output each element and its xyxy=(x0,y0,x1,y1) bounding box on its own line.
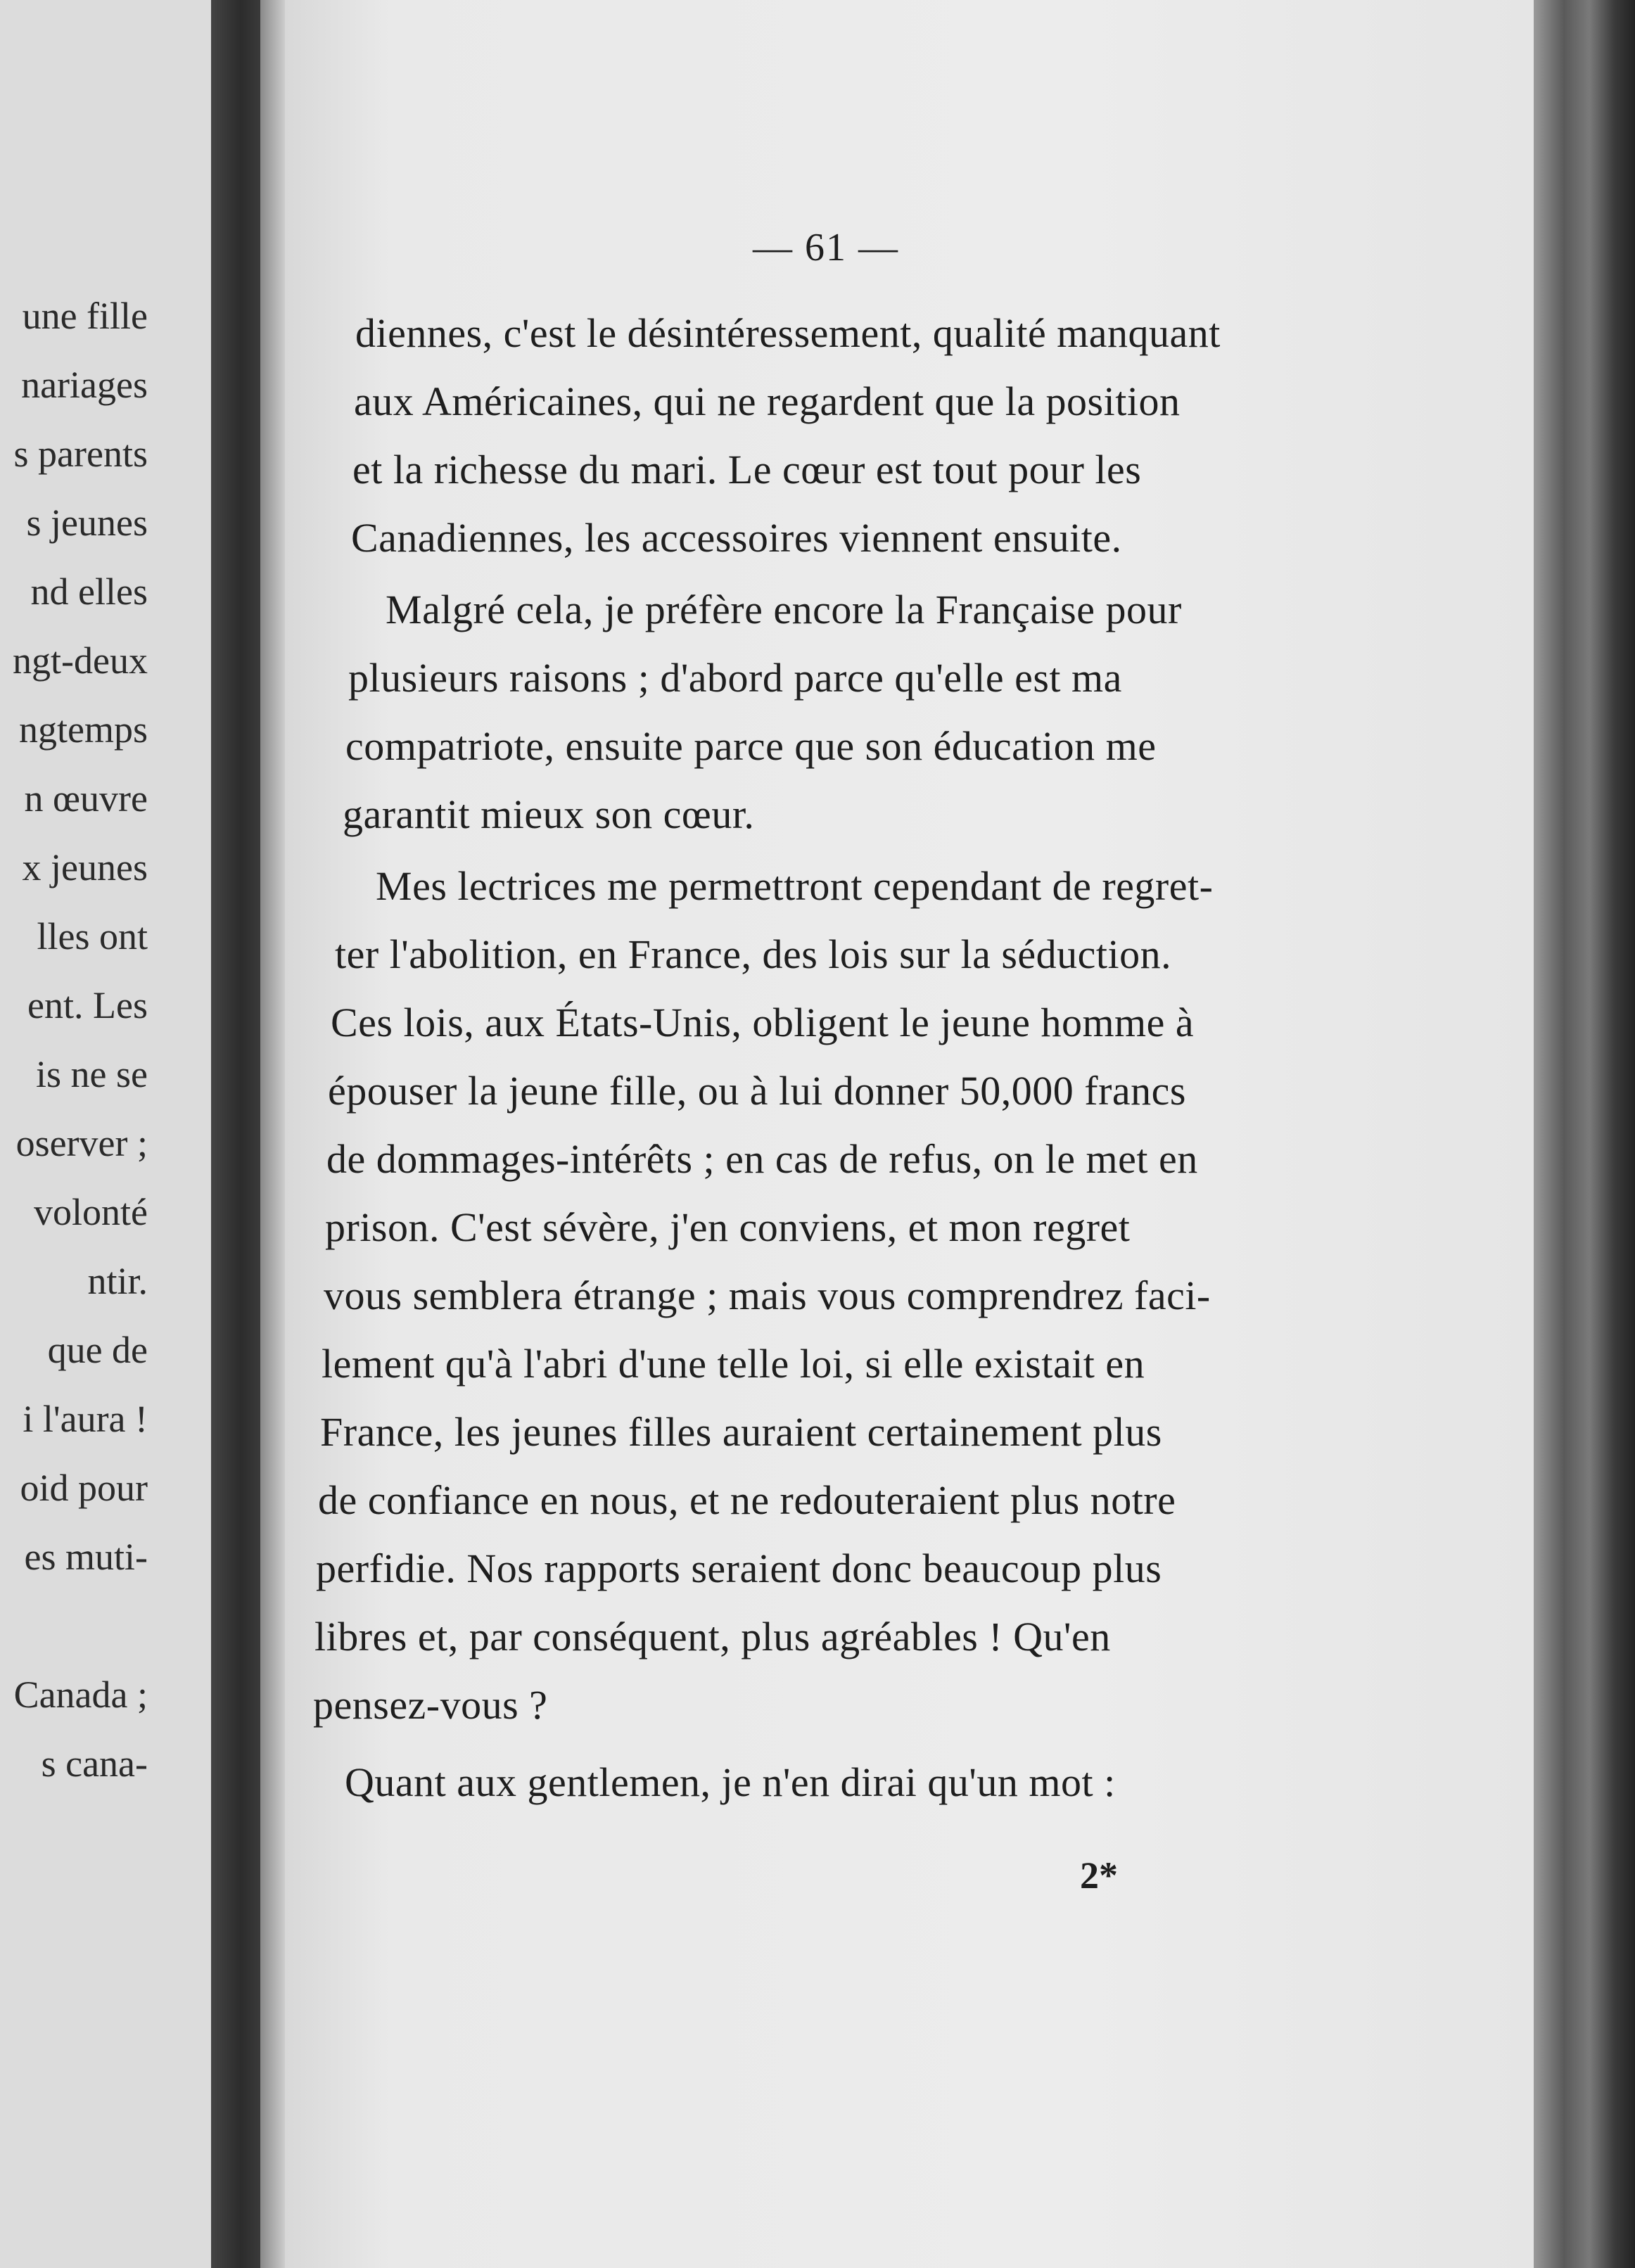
left-line: es muti- xyxy=(24,1536,148,1578)
text-line: pensez-vous ? xyxy=(313,1682,548,1728)
left-line: que de xyxy=(47,1329,148,1371)
left-line: oid pour xyxy=(20,1467,148,1509)
left-line: nd elles xyxy=(30,571,148,613)
left-line: ntir. xyxy=(87,1260,148,1302)
text-line: libres et, par conséquent, plus agréables ! Qu'en xyxy=(314,1614,1111,1659)
left-line: x jeunes xyxy=(22,846,148,888)
left-line: oserver ; xyxy=(15,1122,148,1164)
text-line: plusieurs raisons ; d'abord parce qu'elle est ma xyxy=(348,655,1122,701)
left-line: lles ont xyxy=(37,915,148,957)
text-line: épouser la jeune fille, ou à lui donner 50,000 francs xyxy=(328,1068,1186,1114)
text-line: Canadiennes, les accessoires viennent ensuite. xyxy=(351,515,1122,561)
left-line: s parents xyxy=(13,433,148,475)
text-line: Quant aux gentlemen, je n'en dirai qu'un mot : xyxy=(345,1759,1116,1805)
left-line: nariages xyxy=(21,364,148,406)
text-line: lement qu'à l'abri d'une telle loi, si elle existait en xyxy=(322,1341,1145,1387)
left-line: i l'aura ! xyxy=(23,1398,148,1440)
text-line: diennes, c'est le désintéressement, qualité manquant xyxy=(355,310,1221,356)
text-line: perfidie. Nos rapports seraient donc beaucoup plus xyxy=(316,1546,1162,1591)
page-number: — 61 — xyxy=(753,226,899,269)
text-line: de confiance en nous, et ne redouteraient plus notre xyxy=(318,1477,1176,1523)
text-line: garantit mieux son cœur. xyxy=(343,791,755,837)
left-line: une fille xyxy=(22,295,148,337)
text-line: compatriote, ensuite parce que son éducation me xyxy=(345,723,1157,769)
signature-mark: 2* xyxy=(1080,1854,1118,1897)
left-line: ngtemps xyxy=(19,708,148,751)
text-line: et la richesse du mari. Le cœur est tout pour les xyxy=(352,447,1142,492)
left-line: s jeunes xyxy=(26,502,148,544)
text-line: ter l'abolition, en France, des lois sur la séduction. xyxy=(335,931,1172,977)
left-line: s cana- xyxy=(41,1743,148,1785)
left-line: Canada ; xyxy=(13,1674,148,1716)
left-line: n œuvre xyxy=(24,777,148,820)
text-line: aux Américaines, qui ne regardent que la position xyxy=(354,378,1181,424)
left-line: is ne se xyxy=(36,1053,148,1095)
text-line: Mes lectrices me permettront cependant de regret- xyxy=(376,863,1214,909)
left-line: ent. Les xyxy=(27,984,148,1026)
left-line: volonté xyxy=(34,1191,148,1233)
text-line: France, les jeunes filles auraient certainement plus xyxy=(320,1409,1162,1455)
text-line: vous semblera étrange ; mais vous comprendrez faci- xyxy=(324,1273,1211,1318)
text-line: Malgré cela, je préfère encore la Française pour xyxy=(386,587,1182,632)
text-line: de dommages-intérêts ; en cas de refus, on le met en xyxy=(326,1136,1198,1182)
text-line: Ces lois, aux États-Unis, obligent le jeune homme à xyxy=(331,1000,1195,1045)
text-line: prison. C'est sévère, j'en conviens, et mon regret xyxy=(325,1204,1131,1250)
left-line: ngt-deux xyxy=(13,639,148,682)
